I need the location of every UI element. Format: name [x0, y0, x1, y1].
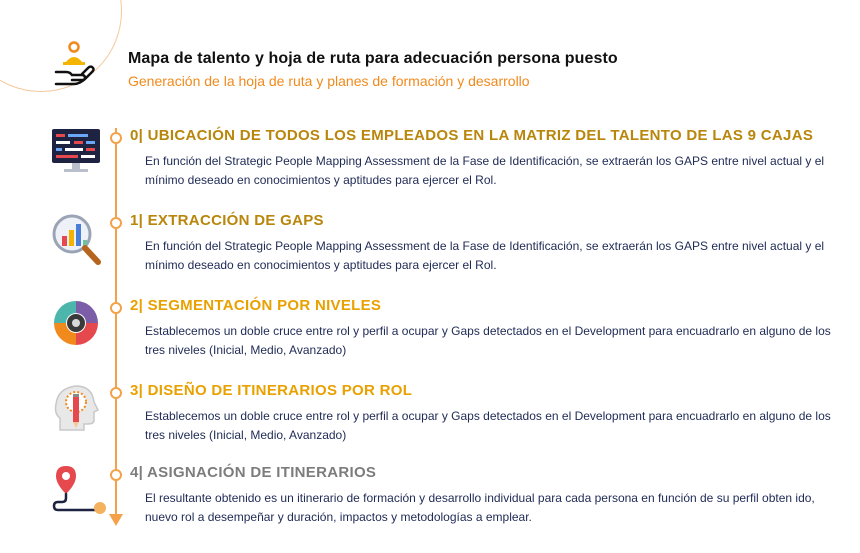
step-description: Establecemos un doble cruce entre rol y perfil a ocupar y Gaps detectados en el Development para encuadrarlo en alguno de los tres niveles (Inicial, Medio, Avanzado): [145, 324, 831, 357]
matrix-dashboard-icon: [50, 127, 106, 183]
page-title: Mapa de talento y hoja de ruta para adecuación persona puesto: [128, 50, 618, 67]
segment-donut-icon: [50, 297, 106, 353]
step-heading: 0| UBICACIÓN DE TODOS LOS EMPLEADOS EN LA MATRIZ DEL TALENTO DE LAS 9 CAJAS: [130, 127, 814, 144]
step-description: En función del Strategic People Mapping Assessment de la Fase de Identificación, se extraerán los GAPS entre nivel actual y el mínimo deseado en conocimientos y aptitudes para ejercer el Rol.: [145, 239, 825, 272]
head-pencil-icon: [50, 382, 106, 438]
person-hand-icon: [54, 40, 98, 90]
step-description: Establecemos un doble cruce entre rol y perfil a ocupar y Gaps detectados en el Development para encuadrarlo en alguno de los tres niveles (Inicial, Medio, Avanzado): [145, 409, 831, 442]
step-description: En función del Strategic People Mapping Assessment de la Fase de Identificación, se extraerán los GAPS entre nivel actual y el mínimo deseado en conocimientos y aptitudes para ejercer el Rol.: [145, 154, 825, 187]
step-heading: 2| SEGMENTACIÓN POR NIVELES: [130, 297, 382, 314]
step-heading: 3| DISEÑO DE ITINERARIOS POR ROL: [130, 382, 413, 399]
timeline-dot: [110, 217, 122, 229]
step-1: [0, 212, 860, 292]
timeline-dot: [110, 387, 122, 399]
timeline-dot: [110, 132, 122, 144]
timeline-dot: [110, 469, 122, 481]
page-subtitle: Generación de la hoja de ruta y planes de formación y desarrollo: [128, 73, 530, 89]
step-3: [0, 382, 860, 462]
step-heading: 1| EXTRACCIÓN DE GAPS: [130, 212, 324, 229]
step-description: El resultante obtenido es un itinerario de formación y desarrollo individual para cada persona en función de su perfil obten ido, nuevo rol a desempeñar y duración, impactos y metodologías a emplear.: [145, 491, 815, 524]
step-heading: 4| ASIGNACIÓN DE ITINERARIOS: [130, 464, 377, 481]
magnifier-chart-icon: [50, 212, 106, 268]
timeline-dot: [110, 302, 122, 314]
route-pin-icon: [50, 464, 106, 520]
step-0: [0, 127, 860, 207]
step-2: [0, 297, 860, 377]
step-4: [0, 464, 860, 544]
